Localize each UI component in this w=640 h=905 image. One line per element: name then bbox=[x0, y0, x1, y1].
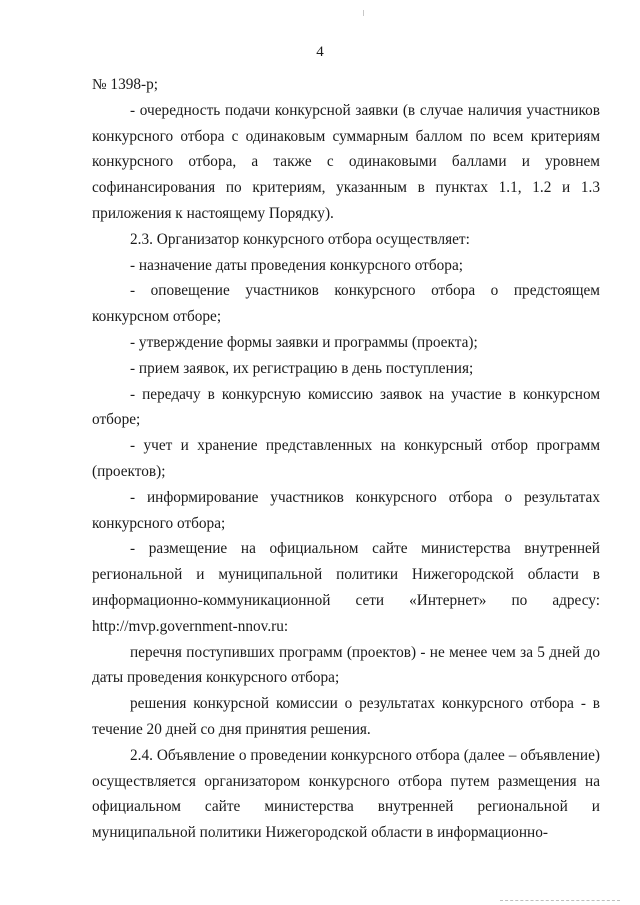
paragraph-application-intake: - прием заявок, их регистрацию в день поступления; bbox=[130, 359, 474, 377]
paragraph-submission-priority: - очередность подачи конкурсной заявки (в случае наличия участников конкурсного отбора с одинаковым суммарным баллом по всем критериям конкурсного отбора, а также с одинаковыми баллами и уровнем софинансирования по критериям, указанным в пунктах 1.1, 1.2 и 1.3 приложения к настоящему Порядку). bbox=[92, 101, 600, 222]
paragraph-website-posting: - размещение на официальном сайте министерства внутренней региональной и муниципальной политики Нижегородской области в информационно-коммуникационной сети «Интернет» по адресу: http://mvp.government-nnov.ru: bbox=[92, 540, 600, 635]
paragraph-record-keeping: - учет и хранение представленных на конкурсный отбор программ (проектов); bbox=[92, 437, 600, 480]
paragraph-commission-decision: решения конкурсной комиссии о результатах конкурсного отбора - в течение 20 дней со дня принятия решения. bbox=[92, 695, 600, 738]
paragraph-notification: - оповещение участников конкурсного отбора о предстоящем конкурсном отборе; bbox=[92, 282, 600, 326]
paragraph-form-approval: - утверждение формы заявки и программы (проекта); bbox=[130, 333, 478, 351]
footer-scan-line bbox=[500, 899, 620, 901]
page-number: 4 bbox=[316, 44, 324, 60]
scan-mark bbox=[363, 10, 364, 16]
paragraph-informing: - информирование участников конкурсного отбора о результатах конкурсного отбора; bbox=[92, 488, 600, 532]
paragraph-commission-transfer: - передачу в конкурсную комиссию заявок на участие в конкурсном отборе; bbox=[92, 385, 600, 429]
paragraph-program-list: перечня поступивших программ (проектов) - не менее чем за 5 дней до даты проведения конкурсного отбора; bbox=[92, 643, 600, 687]
paragraph-2-3-heading: 2.3. Организатор конкурсного отбора осуществляет: bbox=[130, 230, 470, 248]
paragraph-date-assignment: - назначение даты проведения конкурсного отбора; bbox=[130, 256, 463, 274]
paragraph-order-ref: № 1398-р; bbox=[92, 76, 159, 93]
paragraph-2-4-announcement: 2.4. Объявление о проведении конкурсного отбора (далее – объявление) осуществляется организатором конкурсного отбора путем размещения на официальном сайте министерства внутренней региональной и муниципальной политики Нижегородской области в информационно- bbox=[92, 746, 600, 842]
document-body bbox=[92, 72, 600, 846]
